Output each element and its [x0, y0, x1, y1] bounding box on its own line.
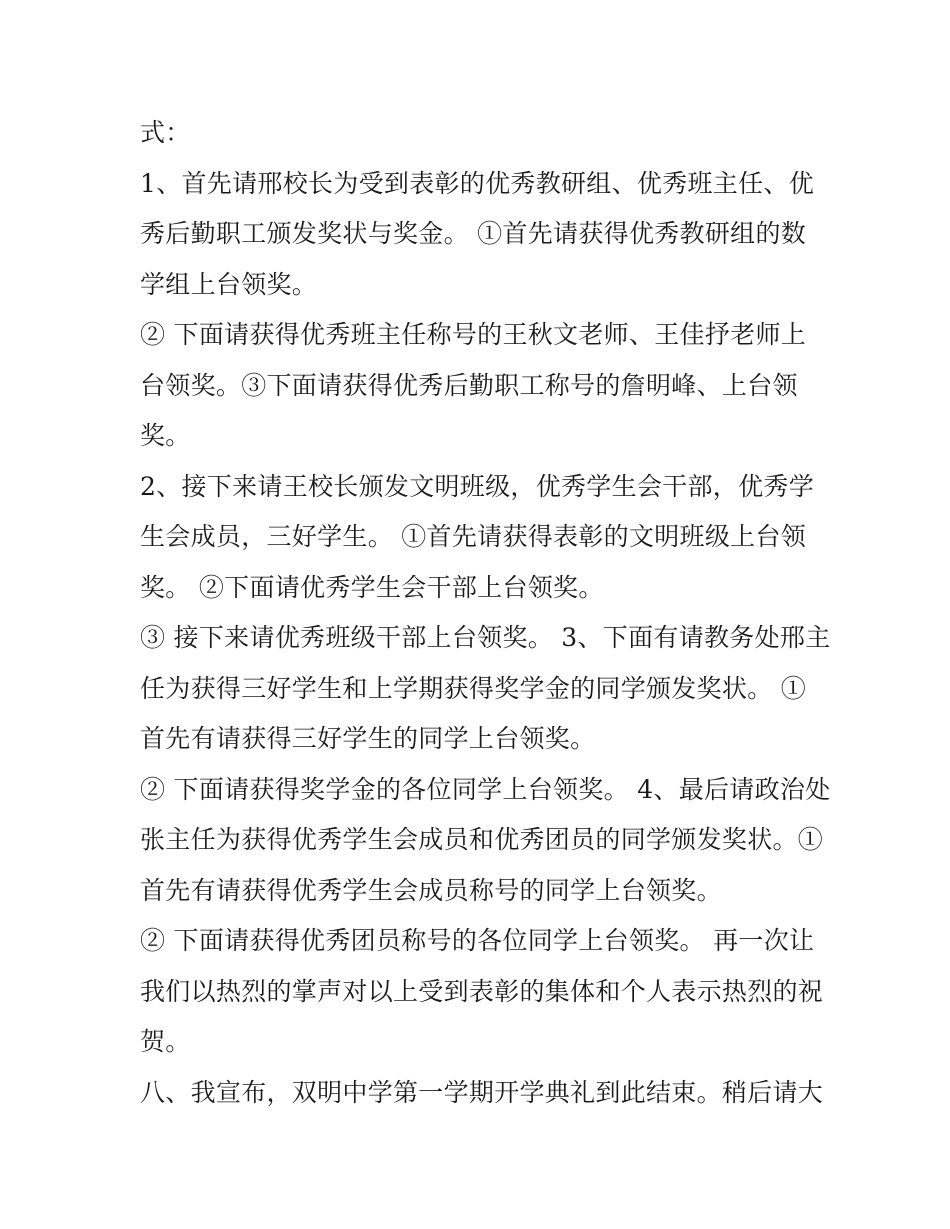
text-line: 学组上台领奖。 — [140, 269, 318, 299]
text-line: ③ 接下来请优秀班级干部上台领奖。 3、下面有请教务处邢主 — [140, 623, 831, 652]
text-line: 1、首先请邢校长为受到表彰的优秀教研组、优秀班主任、优 — [140, 168, 815, 198]
text-line: 首先有请获得优秀学生会成员称号的同学上台领奖。 — [140, 875, 722, 905]
text-line: 奖。 ②下面请优秀学生会干部上台领奖。 — [140, 572, 604, 602]
text-line: 首先有请获得三好学生的同学上台领奖。 — [140, 724, 596, 753]
text-line: 我们以热烈的掌声对以上受到表彰的集体和个人表示热烈的祝 — [140, 976, 824, 1006]
text-line: ② 下面请获得奖学金的各位同学上台领奖。 4、最后请政治处 — [140, 774, 831, 804]
text-line: 2、接下来请王校长颁发文明班级，优秀学生会干部，优秀学 — [140, 471, 815, 501]
text-line: 贺。 — [140, 1027, 191, 1056]
text-line: 秀后勤职工颁发奖状与奖金。 ①首先请获得优秀教研组的数 — [140, 219, 807, 248]
text-line: ② 下面请获得优秀班主任称号的王秋文老师、王佳抒老师上 — [140, 320, 807, 349]
text-line: 八、我宣布，双明中学第一学期开学典礼到此结束。稍后请大 — [140, 1077, 824, 1107]
text-line: 台领奖。③下面请获得优秀后勤职工称号的詹明峰、上台领 — [140, 370, 798, 400]
document-body — [140, 108, 831, 1118]
text-line: 任为获得三好学生和上学期获得奖学金的同学颁发奖状。 ① — [140, 673, 807, 703]
text-line: 生会成员，三好学生。 ①首先请获得表彰的文明班级上台领 — [140, 522, 807, 551]
text-line: 张主任为获得优秀学生会成员和优秀团员的同学颁发奖状。① — [140, 825, 824, 854]
text-line: ② 下面请获得优秀团员称号的各位同学上台领奖。 再一次让 — [140, 926, 815, 955]
text-line: 奖。 — [140, 421, 191, 450]
text-line: 式： — [140, 118, 191, 147]
